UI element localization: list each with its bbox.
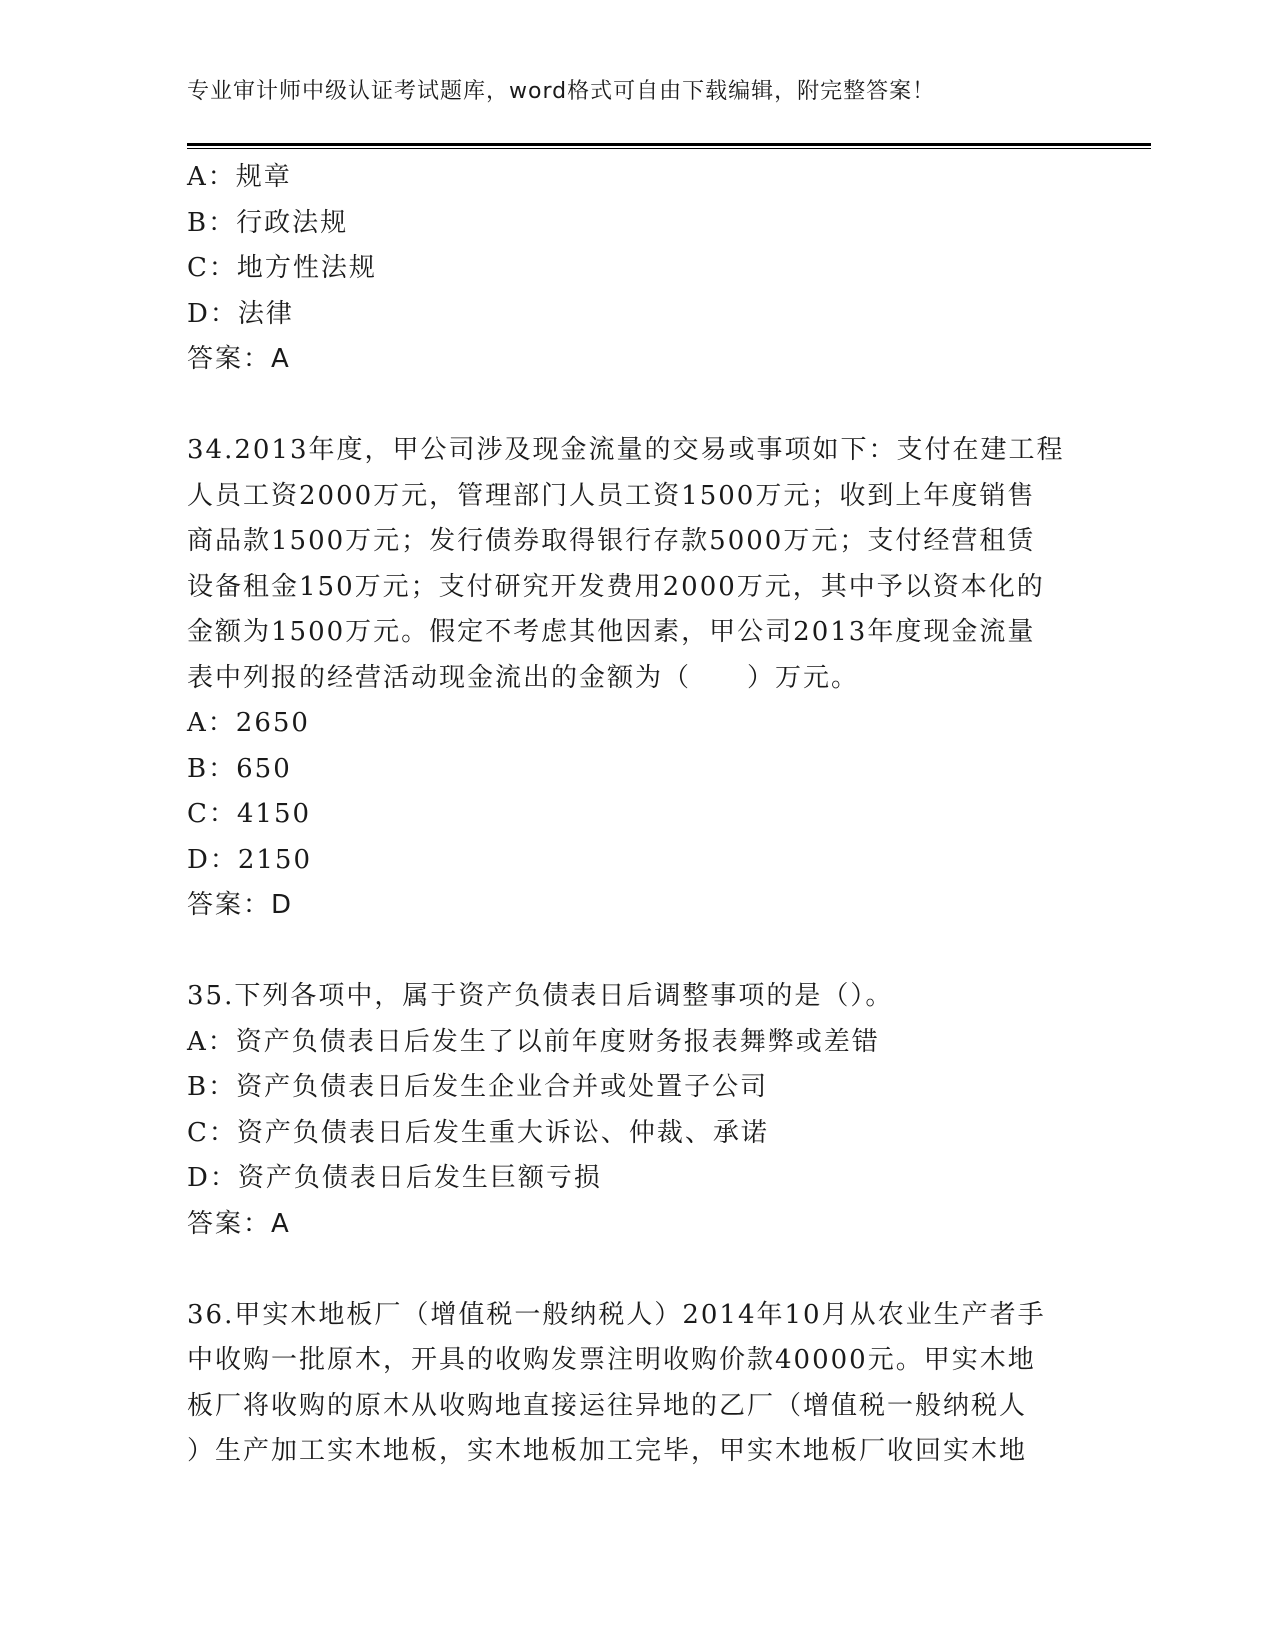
- question-36: [187, 1293, 1087, 1475]
- option-d: D：2150: [187, 844, 313, 875]
- option-b: B：行政法规: [187, 207, 349, 238]
- stem-line: 表中列报的经营活动现金流出的金额为（ ）万元。: [187, 662, 860, 693]
- option-d: D：法律: [187, 298, 294, 329]
- option-a: A：资产负债表日后发生了以前年度财务报表舞弊或差错: [187, 1026, 880, 1057]
- option-c: C：4150: [187, 799, 312, 829]
- header-rule: [187, 143, 1151, 146]
- page-header: 专业审计师中级认证考试题库，word格式可自由下载编辑，附完整答案！: [187, 79, 936, 104]
- option-b: B：650: [187, 753, 292, 784]
- option-b: B：资产负债表日后发生企业合并或处置子公司: [187, 1072, 769, 1102]
- spacer: [187, 383, 1087, 429]
- stem-line: 板厂将收购的原木从收购地直接运往异地的乙厂（增值税一般纳税人: [187, 1390, 1028, 1421]
- option-c: C：资产负债表日后发生重大诉讼、仲裁、承诺: [187, 1117, 769, 1148]
- option-a: A：规章: [187, 162, 292, 192]
- stem-line: ）生产加工实木地板，实木地板加工完毕，甲实木地板厂收回实木地: [187, 1436, 1028, 1466]
- question-35: [187, 974, 1087, 1247]
- option-c: C：地方性法规: [187, 253, 377, 283]
- stem-line: 34.2013年度，甲公司涉及现金流量的交易或事项如下：支付在建工程: [187, 435, 1065, 465]
- question-34: [187, 428, 1087, 929]
- answer: 答案：A: [187, 344, 291, 374]
- header-rule-thin: [187, 148, 1151, 149]
- stem-line: 中收购一批原木，开具的收购发票注明收购价款40000元。甲实木地: [187, 1345, 1036, 1375]
- stem-line: 金额为1500万元。假定不考虑其他因素，甲公司2013年度现金流量: [187, 617, 1036, 647]
- stem-line: 设备租金150万元；支付研究开发费用2000万元，其中予以资本化的: [187, 571, 1045, 602]
- option-a: A：2650: [187, 708, 310, 738]
- answer: 答案：D: [187, 890, 294, 920]
- question-stem: [187, 428, 1087, 701]
- stem-line: 商品款1500万元；发行债券取得银行存款5000万元；支付经营租赁: [187, 526, 1036, 556]
- option-d: D：资产负债表日后发生巨额亏损: [187, 1163, 602, 1193]
- document-body: [187, 155, 1087, 1475]
- question-stem: 35.下列各项中，属于资产负债表日后调整事项的是（）。: [187, 981, 894, 1011]
- answer: 答案：A: [187, 1208, 291, 1239]
- spacer: [187, 1247, 1087, 1293]
- spacer: [187, 929, 1087, 975]
- question-stem: [187, 1293, 1087, 1475]
- stem-line: 人员工资2000万元，管理部门人员工资1500万元；收到上年度销售: [187, 480, 1036, 511]
- stem-line: 36.甲实木地板厂（增值税一般纳税人）2014年10月从农业生产者手: [187, 1299, 1046, 1330]
- question-33: [187, 155, 1087, 383]
